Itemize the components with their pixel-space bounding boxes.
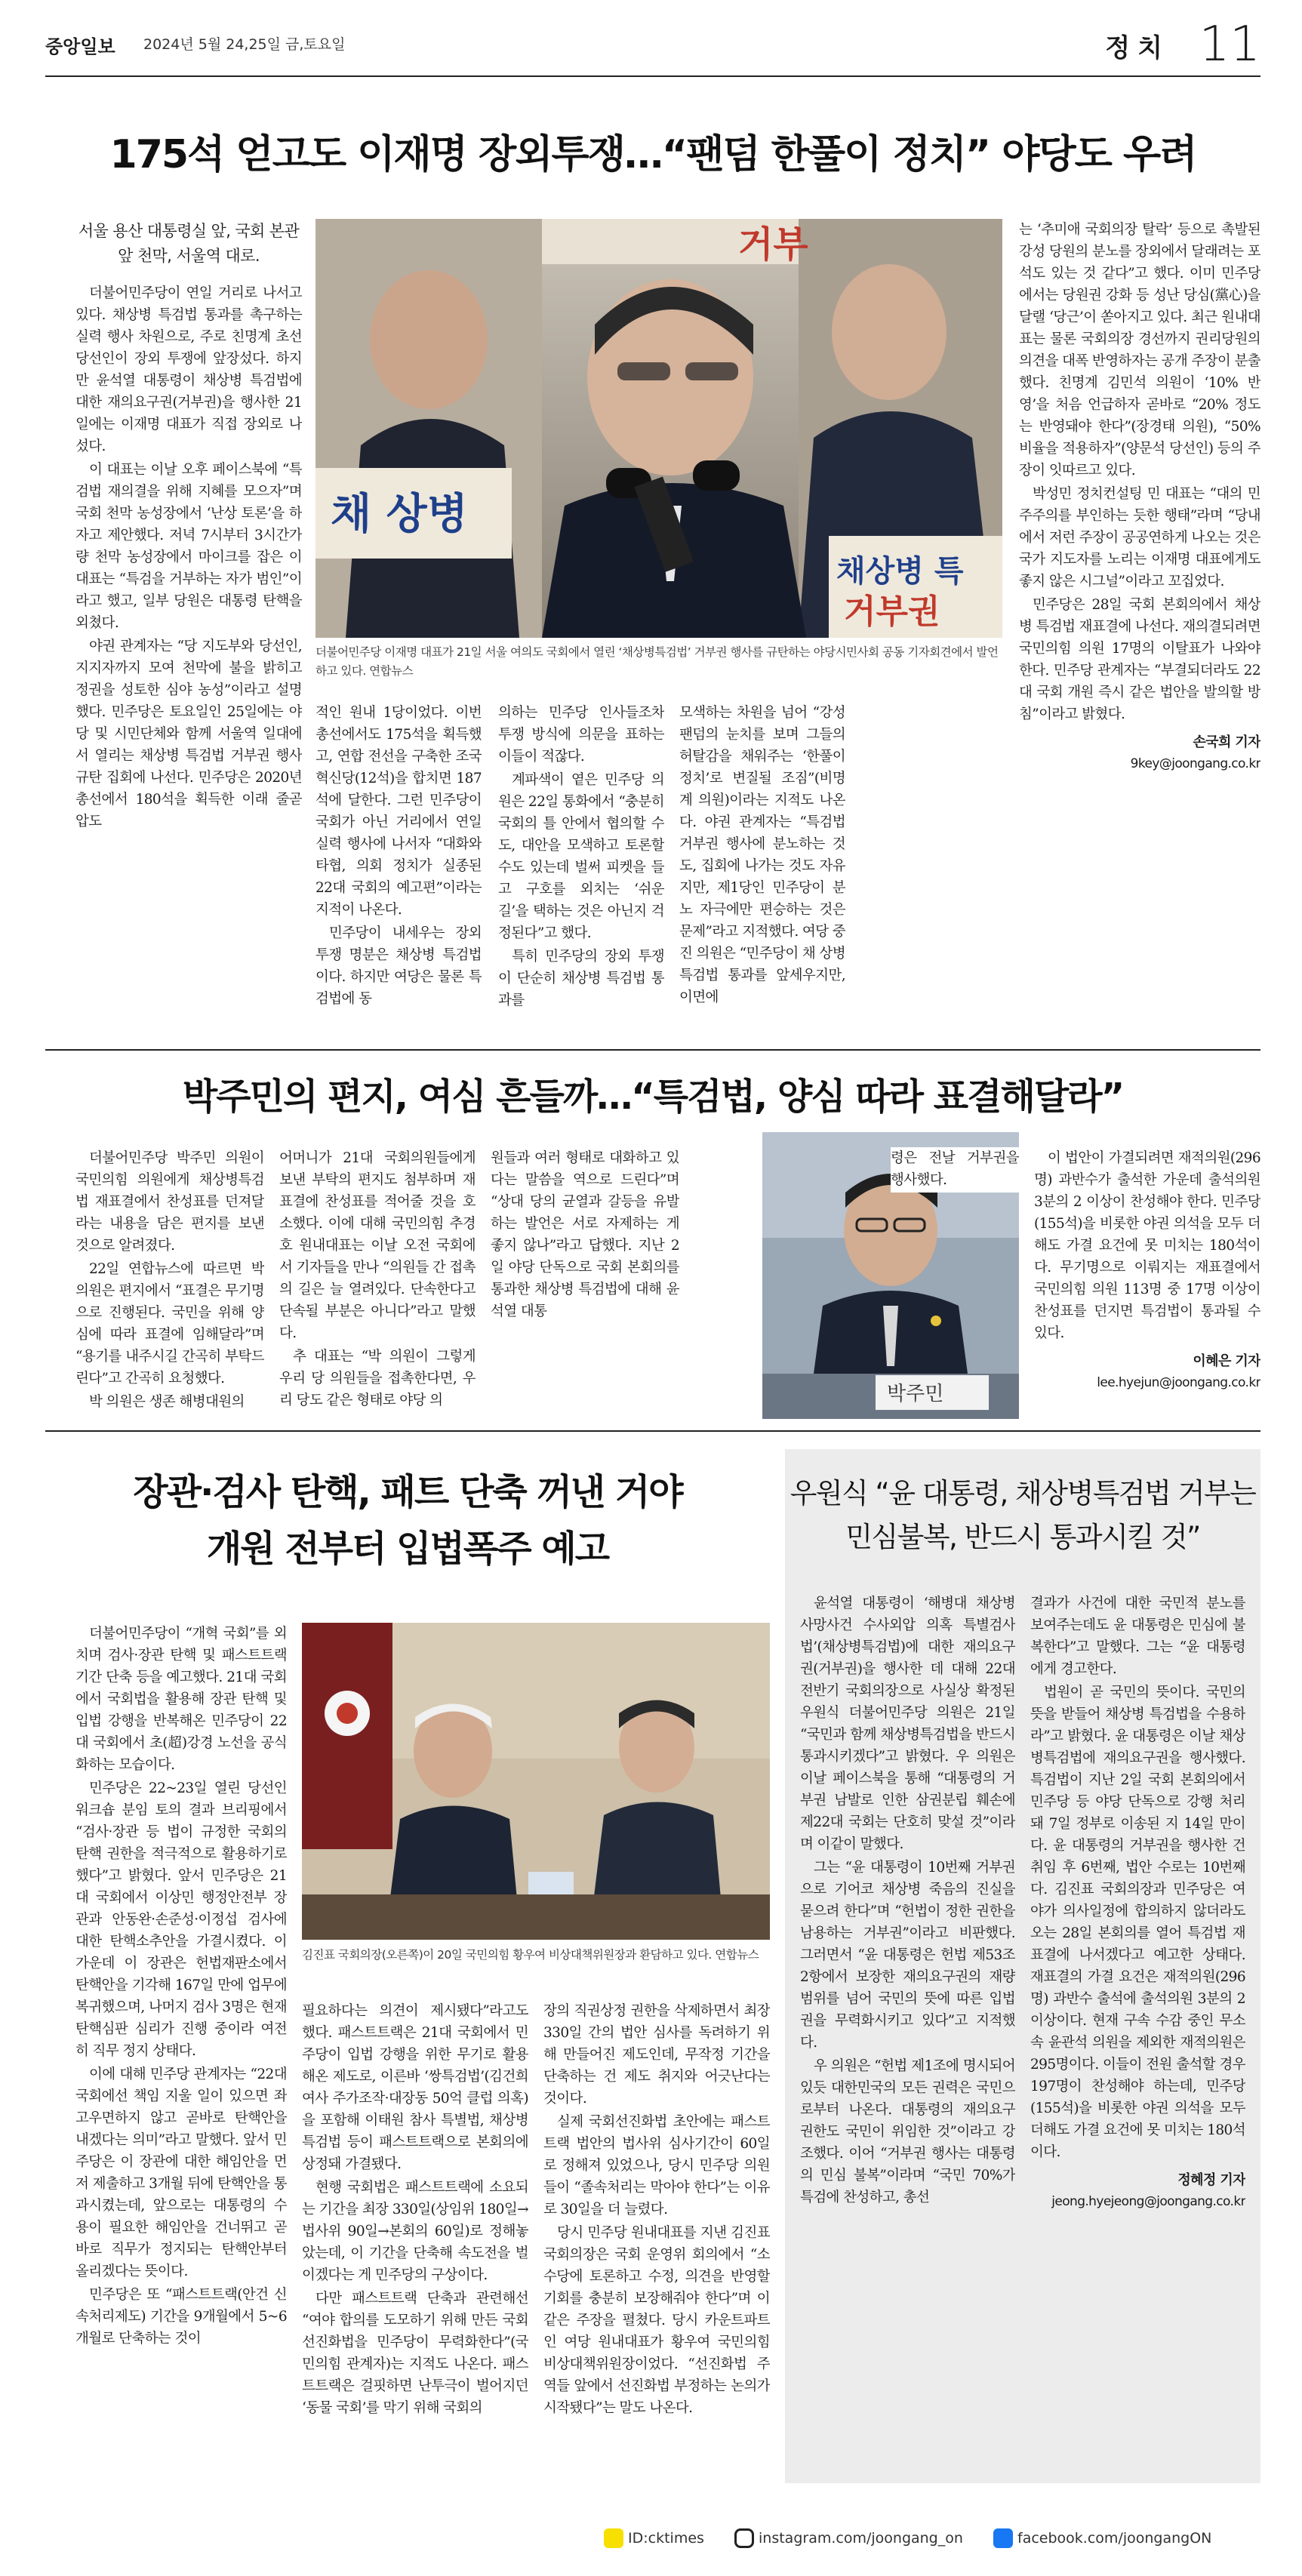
facebook-icon xyxy=(993,2528,1013,2548)
paragraph: 원들과 여러 형태로 대화하고 있다는 말씀을 역으로 드린다”며 “상대 당의 균열과 갈등을 유발하는 발언은 서로 자제하는 게 좋지 않나”라고 답했다. 지난 2일 야당 단독으로 국회 본회의를 통과한 채상병 특검법에 대해 윤석열 대통 xyxy=(491,1150,679,1319)
paragraph: 이에 대해 민주당 관계자는 “22대 국회에선 책임 지울 일이 있으면 좌고우면하지 않고 곧바로 탄핵안을 내겠다는 의미”라고 말했다. 앞서 민주당은 이 장관에 대한 해임안을 먼저 제출하고 3개월 뒤에 탄핵안을 통과시켰는데, 앞으로는 대통령의 수용이 필요한 해임안을 건너뛰고 곧바로 직무가 정지되는 탄핵안부터 올리겠다는 뜻이다. xyxy=(75,2067,287,2279)
instagram-link[interactable] xyxy=(734,2528,963,2548)
meeting-photo-illustration xyxy=(302,1623,770,1940)
article3-photo-caption: 김진표 국회의장(오른쪽)이 20일 국민의힘 황우여 비상대책위원장과 환담하고 있다. 연합뉴스 xyxy=(302,1948,759,1962)
kakao-id: ID:cktimes xyxy=(628,2530,704,2547)
article3-headline-line1: 장관·검사 탄핵, 패트 단축 꺼낸 거야 xyxy=(133,1471,682,1513)
paragraph: 박 의원은 생존 해병대원의 xyxy=(89,1394,245,1410)
article4-headline xyxy=(785,1472,1260,1559)
article3-column-3 xyxy=(543,2000,770,2521)
paragraph: 의하는 민주당 인사들조차 투쟁 방식에 의문을 표하는 이들이 적잖다. xyxy=(498,705,664,765)
rally-photo-illustration xyxy=(315,219,1002,638)
paragraph: 민주당이 내세우는 장외 투쟁 명분은 채상병 특검법이다. 하지만 여당은 물론 특검법에 동 xyxy=(315,925,482,1007)
header-rule xyxy=(45,75,1260,77)
article1-email: 9key@joongang.co.kr xyxy=(1130,756,1260,771)
article2-column-3 xyxy=(491,1147,679,1411)
paragraph: 더불어민주당이 연일 거리로 나서고 있다. 채상병 특검법 통과를 촉구하는 실력 행사 차원으로, 주로 친명계 초선 당선인이 장외 투쟁에 앞장섰다. 하지만 윤석열 대통령이 채상병 특검법에 대한 재의요구권(거부권)을 행사한 21일에는 이재명 대표가 직접 장외로 나섰다. xyxy=(75,285,302,454)
section-divider xyxy=(45,1430,1260,1432)
paragraph: 계파색이 옅은 민주당 의원은 22일 통화에서 “충분히 국회의 틀 안에서 협의할 수도, 대안을 모색하고 토론할 수도 있는데 벌써 피켓을 들고 구호를 외치는 ‘쉬운 길’을 택하는 것은 아닌지 걱정된다”고 했다. xyxy=(498,772,664,941)
article3-column-2 xyxy=(302,2000,528,2521)
paragraph: 윤석열 대통령이 ‘해병대 채상병 사망사건 수사외압 의혹 특별검사법’(채상병특검법)에 대한 재의요구권(거부권)을 행사한 데 대해 22대 전반기 국회의장으로 사실상 확정된 우원식 더불어민주당 의원은 21일 “국민과 함께 채상병특검법을 반드시 통과시키겠다”고 밝혔다. 우 의원은 이날 페이스북을 통해 “대통령의 거부권 남발로 인한 삼권분립 훼손에 제22대 국회는 단호히 맞설 것”이라며 이같이 말했다. xyxy=(800,1596,1015,1852)
newspaper-logo: 중앙일보 xyxy=(45,36,115,57)
instagram-url: instagram.com/joongang_on xyxy=(759,2530,963,2547)
article1-photo xyxy=(315,219,1002,638)
paragraph: 모색하는 차원을 넘어 “강성 팬덤의 눈치를 보며 그들의 허탈감을 채워주는 ‘한풀이 정치’로 변질될 조짐”(비명계 의원)이라는 지적도 나온다. 야권 관계자는 “특검법 거부권 행사에 분노하는 것도, 집회에 나가는 것도 자유지만, 제1당인 민주당이 분노 자극에만 편승하는 것은 문제”라고 지적했다. 여당 중진 의원은 “민주당이 채 상병 특검법 통과를 앞세우지만, 이면에 xyxy=(679,705,845,1005)
article1-byline: 손국희 기자 xyxy=(1193,734,1260,750)
social-footer xyxy=(604,2528,1260,2559)
instagram-icon xyxy=(734,2528,754,2548)
article4-column-1 xyxy=(800,1593,1015,2476)
paragraph: 필요하다는 의견이 제시됐다”라고도 했다. 패스트트랙은 21대 국회에서 민주당이 입법 강행을 위한 무기로 활용해온 제도로, 이른바 ‘쌍특검법’(김건희 여사 주가조작·대장동 50억 클럽 의혹)을 포함해 이태원 참사 특별법, 채상병 특검법 등이 패스트트랙으로 본회의에 상정돼 가결됐다. xyxy=(302,2003,528,2172)
paragraph: 결과가 사건에 대한 국민적 분노를 보여주는데도 윤 대통령은 민심에 불복한다”고 말했다. 그는 “윤 대통령에게 경고한다. xyxy=(1030,1596,1245,1677)
paragraph: 적인 원내 1당이었다. 이번 총선에서도 175석을 획득했고, 연합 전선을 구축한 조국혁신당(12석)을 합치면 187석에 달한다. 그런 민주당이 국회가 아닌 거리에서 연일 실력 행사에 나서자 “대화와 타협, 의회 정치가 실종된 22대 국회의 예고편”이라는 지적이 나온다. xyxy=(315,705,482,918)
paragraph: 이 대표는 이날 오후 페이스북에 “특검법 재의결을 위해 지혜를 모으자”며 국회 천막 농성장에서 ‘난상 토론’을 하자고 제안했다. 저녁 7시부터 3시간가량 천막 농성장에서 마이크를 잡은 이 대표는 “특검을 거부하는 자가 범인”이라고 했고, 일부 당원은 대통령 탄핵을 외쳤다. xyxy=(75,462,302,631)
paragraph: 추 대표는 “박 의원이 그렇게 우리 당 의원들을 접촉한다면, 우리 당도 같은 형태로 야당 의 xyxy=(279,1349,476,1408)
article1-column-5 xyxy=(1019,219,1260,1049)
paragraph: 현행 국회법은 패스트트랙에 소요되는 기간을 최장 330일(상임위 180일→법사위 90일→본회의 60일)로 정해놓았는데, 이 기간을 단축해 속도전을 벌이겠다는 게 민주당의 구상이다. xyxy=(302,2180,528,2283)
article1-photo-caption: 더불어민주당 이재명 대표가 21일 서울 여의도 국회에서 열린 ‘채상병특검법’ 거부권 행사를 규탄하는 야당시민사회 공동 기자회견에서 발언하고 있다. 연합뉴스 xyxy=(315,645,999,678)
paragraph: 민주당은 28일 국회 본회의에서 채상병 특검법 재표결에 나선다. 재의결되려면 국민의힘 의원 17명의 이탈표가 나와야 한다. 민주당 관계자는 “부결되더라도 22대 국회 개원 즉시 같은 법안을 발의할 방침”이라고 밝혔다. xyxy=(1019,597,1260,722)
nameplate-text: 박주민 xyxy=(887,1383,944,1405)
paragraph: 실제 국회선진화법 초안에는 패스트트랙 법안의 법사위 심사기간이 60일로 정해져 있었으나, 당시 민주당 의원들이 “졸속처리는 막아야 한다”는 이유로 30일을 더 늘렸다. xyxy=(543,2114,770,2217)
article4-headline-line2: 민심불복, 반드시 통과시킬 것” xyxy=(845,1521,1200,1553)
paragraph: 더불어민주당 박주민 의원이 국민의힘 의원에게 채상병특검법 재표결에서 찬성표를 던져달라는 내용을 담은 편지를 보낸 것으로 알려졌다. xyxy=(75,1150,264,1254)
paragraph: 민주당은 또 “패스트트랙(안건 신속처리제도) 기간을 9개월에서 5~6개월로 단축하는 것이 xyxy=(75,2287,287,2347)
paragraph: 장의 직권상정 권한을 삭제하면서 최장 330일 간의 법안 심사를 독려하기 위해 만들어진 제도인데, 무작정 기간을 단축하는 건 제도 취지와 어긋난다는 것이다. xyxy=(543,2003,770,2107)
article2-headline: 박주민의 편지, 여심 흔들까…“특검법, 양심 따라 표결해달라” xyxy=(182,1076,1124,1118)
section-divider xyxy=(45,1049,1260,1051)
photo-sign-text: 거부 xyxy=(738,223,808,266)
paragraph: 야권 관계자는 “당 지도부와 당선인, 지지자까지 모여 천막에 불을 밝히고 정권을 성토한 심야 농성”이라고 설명했다. 민주당은 토요일인 25일에는 야당 및 시민단체와 함께 서울역 일대에서 열리는 채상병 특검법 거부권 행사 규탄 집회에 나선다. 민주당은 2020년 총선에서 180석을 획득한 이래 줄곧 압도 xyxy=(75,639,302,829)
paragraph: 더불어민주당이 “개혁 국회”를 외치며 검사·장관 탄핵 및 패스트트랙 기간 단축 등을 예고했다. 21대 국회에서 국회법을 활용해 장관 탄핵 및 입법 강행을 반복해온 민주당이 22대 국회에서 초(超)강경 노선을 공식화하는 모습이다. xyxy=(75,1626,287,1773)
paragraph: 는 ‘추미애 국회의장 탈락’ 등으로 촉발된 강성 당원의 분노를 장외에서 달래려는 포석도 있는 것 같다”고 했다. 이미 민주당에서는 당원권 강화 등 성난 당심(黨心)을 달랠 ‘당근’이 쏟아지고 있다. 최근 원내대표는 물론 국회의장 경선까지 권리당원의 의견을 대폭 반영하자는 공개 주장이 분출했다. 친명계 김민석 의원이 ‘10% 반영’을 처음 언급하자 곧바로 “20% 정도는 반영돼야 한다”(장경태 의원), “50% 비율을 적용하자”(양문석 당선인) 등의 주장이 잇따르고 있다. xyxy=(1019,222,1260,479)
article3-photo xyxy=(302,1623,770,1940)
article4-byline: 정혜정 기자 xyxy=(1177,2172,1245,2188)
facebook-link[interactable] xyxy=(993,2528,1211,2548)
article2-byline: 이혜은 기자 xyxy=(1193,1353,1260,1369)
photo-sign-text: 거부권 xyxy=(844,592,940,631)
paragraph: 법원이 곧 국민의 뜻이다. 국민의 뜻을 받들어 채상병 특검법을 수용하라”고 밝혔다. 윤 대통령은 이날 채상병특검법에 재의요구권을 행사했다. 특검법이 지난 2일 국회 본회의에서 민주당 등 야당 단독으로 강행 처리돼 7일 정부로 이송된 지 14일 만이다. 윤 대통령의 거부권을 행사한 건 취임 후 6번째, 법안 수로는 10번째다. 김진표 국회의장과 민주당은 여야가 의사일정에 합의하지 않더라도 오는 28일 본회의를 열어 특검법 재표결에 나서겠다고 예고한 상태다. 재표결의 가결 요건은 재적의원(296명) 과반수 출석에 출석의원 3분의 2 이상이다. 현재 구속 수감 중인 무소속 윤관석 의원을 제외한 재적의원은 295명이다. 이들이 전원 출석할 경우 197명이 찬성해야 하는데, 민주당(155석)을 비롯한 야권 의석을 모두 더해도 가결 요건에 못 미치는 180석이다. xyxy=(1030,1685,1245,2160)
paragraph: 령은 전날 거부권을 행사했다. xyxy=(891,1150,1019,1188)
article2-column-4 xyxy=(891,1147,1019,1193)
paragraph: 그는 “윤 대통령이 10번째 거부권으로 기어코 채상병 죽음의 진실을 묻으려 한다”며 “헌법이 정한 권한을 남용하는 거부권”이라고 비판했다. 그러면서 “윤 대통령은 헌법 제53조 2항에서 보장한 재의요구권의 재량 범위를 넘어 국민의 뜻에 따른 입법권을 무력화시키고 있다”고 지적했다. xyxy=(800,1860,1015,2051)
article3-column-1 xyxy=(75,1623,287,2521)
article1-subhead: 서울 용산 대통령실 앞, 국회 본관 앞 천막, 서울역 대로. xyxy=(78,222,300,265)
paragraph: 어머니가 21대 국회의원들에게 보낸 부탁의 편지도 첨부하며 재표결에 찬성표를 적어줄 것을 호소했다. 이에 대해 국민의힘 추경호 원내대표는 이날 오전 국회에서 기자들을 만나 “의원들 간 접촉의 길은 늘 열려있다. 단속한다고 단속될 부분은 아니다”라고 말했다. xyxy=(279,1150,476,1341)
paragraph: 22일 연합뉴스에 따르면 박 의원은 편지에서 “표결은 무기명으로 진행된다. 국민을 위해 양심에 따라 표결에 임해달라”며 “용기를 내주시길 간곡히 부탁드린다”고 간곡히 요청했다. xyxy=(75,1261,264,1386)
page-number: 11 xyxy=(1199,17,1260,72)
article1-headline: 175석 얻고도 이재명 장외투쟁…“팬덤 한풀이 정치” 야당도 우려 xyxy=(109,132,1196,177)
article3-headline-line2: 개원 전부터 입법폭주 예고 xyxy=(206,1528,609,1570)
article2-column-2 xyxy=(279,1147,476,1411)
article2-email: lee.hyejun@joongang.co.kr xyxy=(1097,1375,1260,1390)
paragraph: 특히 민주당의 장외 투쟁이 단순히 채상병 특검법 통과를 xyxy=(498,949,664,1008)
section-name: 정치 xyxy=(1105,33,1170,63)
photo-sign-text: 채 상병 xyxy=(331,490,468,539)
article2-column-1 xyxy=(75,1147,264,1411)
article4-email: jeong.hyejeong@joongang.co.kr xyxy=(1051,2194,1245,2209)
article2-column-5 xyxy=(1034,1147,1260,1419)
kakao-link[interactable] xyxy=(604,2528,704,2548)
article4-column-2 xyxy=(1030,1593,1245,2476)
kakao-icon xyxy=(604,2528,623,2548)
paragraph: 당시 민주당 원내대표를 지낸 김진표 국회의장은 국회 운영위 회의에서 “소수당에 토론하고 수정, 의견을 반영할 기회를 충분히 보장해줘야 한다”며 이 같은 주장을 펼쳤다. 당시 카운트파트인 여당 원내대표가 황우여 국민의힘 비상대책위원장이었다. “선진화법 주역들 앞에서 선진화법 부정하는 논의가 시작됐다”는 말도 나온다. xyxy=(543,2225,770,2416)
paragraph: 민주당은 22~23일 열린 당선인 워크숍 분임 토의 결과 브리핑에서 “검사·장관 등 법이 규정한 국회의 탄핵 권한을 적극적으로 활용하기로 했다”고 밝혔다. 앞서 민주당은 21대 국회에서 이상민 행정안전부 장관과 안동완·손준성·이정섭 검사에 대한 탄핵소추안을 가결시켰다. 이 가운데 이 장관은 헌법재판소에서 탄핵안을 기각해 167일 만에 업무에 복귀했으며, 나머지 검사 3명은 현재 탄핵심판 심리가 진행 중이라 여전히 직무 정지 상태다. xyxy=(75,1780,287,2059)
issue-date: 2024년 5월 24,25일 금,토요일 xyxy=(143,36,346,53)
paragraph: 다만 패스트트랙 단축과 관련해선 “여야 합의를 도모하기 위해 만든 국회선진화법을 민주당이 무력화한다”(국민의힘 관계자)는 지적도 나온다. 패스트트랙은 걸핏하면 난투극이 벌어지던 ‘동물 국회’를 막기 위해 국회의 xyxy=(302,2291,528,2416)
photo-sign-text: 채상병 특 xyxy=(836,554,964,589)
article4-headline-line1: 우원식 “윤 대통령, 채상병특검법 거부는 xyxy=(790,1477,1256,1510)
paragraph: 이 법안이 가결되려면 재적의원(296명) 과반수가 출석한 가운데 출석의원 3분의 2 이상이 찬성해야 한다. 민주당(155석)을 비롯한 야권 의석을 모두 더해도 가결 요건에 못 미치는 180석이다. 무기명으로 이뤄지는 재표결에서 국민의힘 의원 113명 중 17명 이상이 찬성표를 던지면 특검법이 통과될 수 있다. xyxy=(1034,1150,1260,1341)
paragraph: 우 의원은 “헌법 제1조에 명시되어 있듯 대한민국의 모든 권력은 국민으로부터 나온다. 대통령의 재의요구 권한도 국민이 위임한 것”이라고 강조했다. 이어 “거부권 행사는 대통령의 민심 불복”이라며 “국민 70%가 특검에 찬성하고, 총선 xyxy=(800,2058,1015,2205)
paragraph: 박성민 정치컨설팅 민 대표는 “대의 민주주의를 부인하는 듯한 행태”라며 “당내에서 저런 주장이 공공연하게 나오는 것은 국가 지도자를 노리는 이재명 대표에게도 좋지 않은 시그널”이라고 꼬집었다. xyxy=(1019,486,1260,589)
facebook-url: facebook.com/joongangON xyxy=(1017,2530,1212,2547)
page-header xyxy=(45,17,1260,75)
